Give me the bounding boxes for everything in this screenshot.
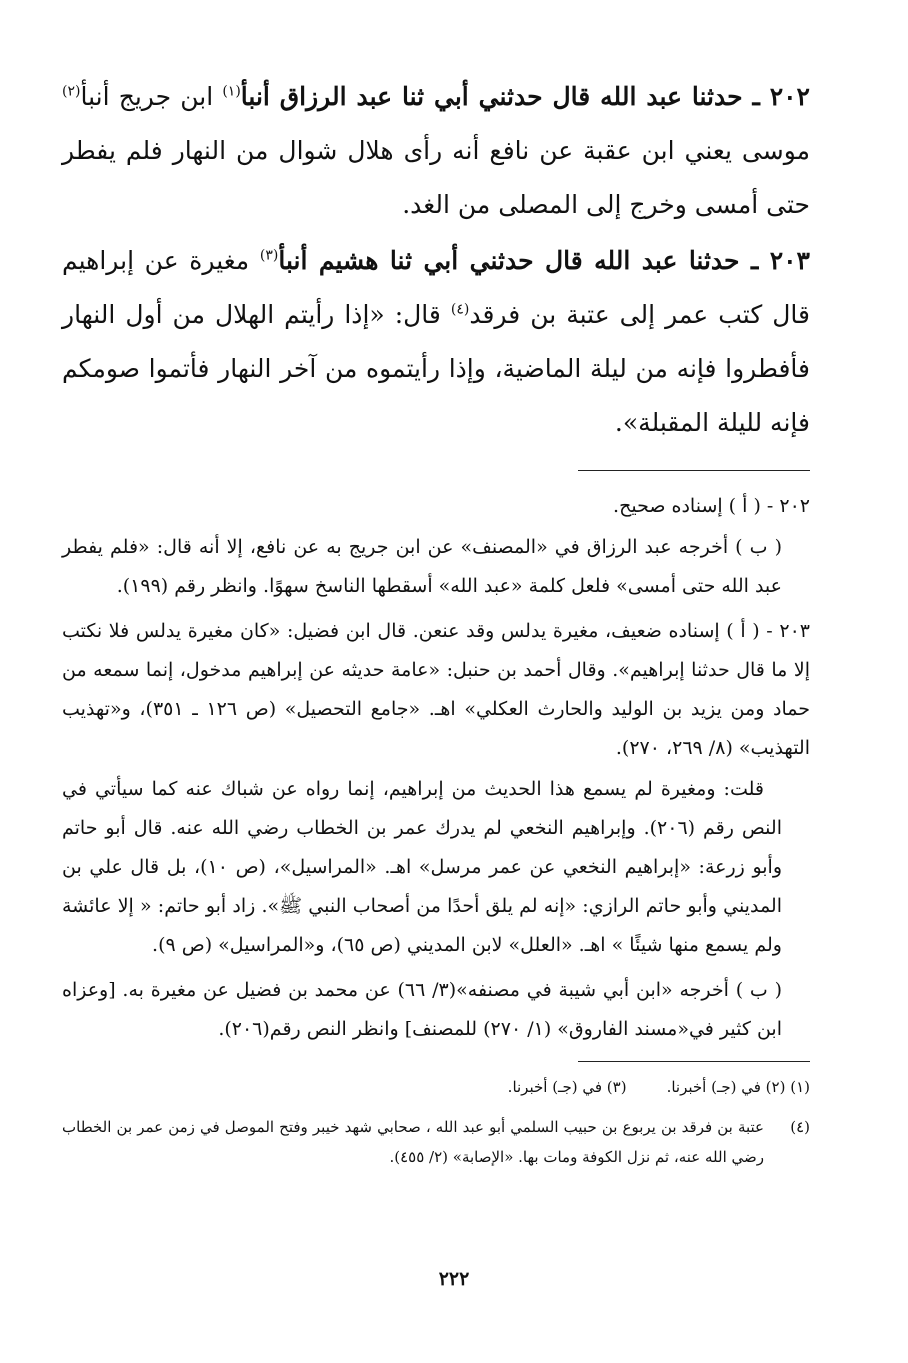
section-divider bbox=[578, 470, 810, 471]
hadith-text: ابن جريج أنبأ bbox=[80, 82, 223, 111]
commentary bbox=[62, 487, 810, 1049]
note-202-a: ٢٠٢ - ( أ ) إسناده صحيح. bbox=[613, 495, 810, 517]
page-number: ٢٢٢ bbox=[438, 1268, 470, 1290]
note-203-a: ٢٠٣ - ( أ ) إسناده ضعيف، مغيرة يدلس وقد عنعن. قال ابن فضيل: «كان مغيرة يدلس فلا نكتب إلا ما قال حدثنا إبراهيم». وقال أحمد بن حنبل: «عامة حديثه عن إبراهيم مدخول، إنما سمعه من حماد ومن يزيد بن الوليد والحارث العكلي» اهـ. «جامع التحصيل» (ص ١٢٦ ـ ٣٥١)، و«تهذيب التهذيب» (٨/ ٢٦٩، ٢٧٠). bbox=[62, 620, 810, 759]
footnote-text: (١) (٢) في (جـ) أخبرنا. bbox=[666, 1078, 810, 1096]
footnote-number: (٤) bbox=[790, 1118, 810, 1136]
footnote-text: عتبة بن فرقد بن يربوع بن حبيب السلمي أبو عبد الله ، صحابي شهد خيبر وفتح الموصل في زمن عمر بن الخطاب رضي الله عنه، ثم نزل الكوفة ومات بها. «الإصابة» (٢/ ٤٥٥). bbox=[62, 1118, 764, 1166]
hadith-203 bbox=[62, 234, 810, 450]
note-203-b: ( ب ) أخرجه «ابن أبي شيبة في مصنفه»(٣/ ٦٦) عن محمد بن فضيل عن مغيرة به. [وعزاه ابن كثير في«مسند الفاروق» (١/ ٢٧٠) للمصنف] وانظر النص رقم(٢٠٦). bbox=[62, 979, 782, 1040]
footnote-1-2 bbox=[62, 1072, 810, 1102]
hadith-text: قال: «إذا رأيتم الهلال من أول النهار فأفطروا فإنه من ليلة الماضية، وإذا رأيتموه من آخر النهار فأتموا صومكم فإنه لليلة المقبلة». bbox=[62, 300, 810, 437]
note-202-b: ( ب ) أخرجه عبد الرزاق في «المصنف» عن ابن جريج به عن نافع، إلا أنه قال: «فلم يفطر عبد الله حتى أمسى» فلعل كلمة «عبد الله» أسقطها الناسخ سهوًا. وانظر رقم (١٩٩). bbox=[62, 536, 782, 597]
footnote-ref: (٣) bbox=[259, 247, 279, 264]
hadith-202 bbox=[62, 70, 810, 232]
hadith-text: حدثنا عبد الله قال حدثني أبي ثنا عبد الرزاق أنبأ bbox=[240, 82, 753, 111]
footnote-ref: (٤) bbox=[450, 301, 470, 318]
footnotes bbox=[62, 1072, 810, 1172]
footnote-4 bbox=[62, 1112, 810, 1172]
hadith-number: ٢٠٣ ـ bbox=[750, 246, 810, 275]
footnote-ref: (٢) bbox=[62, 83, 81, 100]
hadith-text: حدثنا عبد الله قال حدثني أبي ثنا هشيم أنبأ bbox=[278, 246, 751, 275]
hadith-number: ٢٠٢ ـ bbox=[752, 82, 810, 111]
hadith-text: مغيرة عن إبراهيم قال كتب عمر إلى عتبة بن فرقد bbox=[62, 246, 810, 329]
hadith-text: موسى يعني ابن عقبة عن نافع أنه رأى هلال شوال من النهار فلم يفطر حتى أمسى وخرج إلى المصلى من الغد. bbox=[62, 136, 810, 219]
note-203-qult: قلت: ومغيرة لم يسمع هذا الحديث من إبراهيم، إنما رواه عن شباك عنه كما سيأتي في النص رقم (٢٠٦). وإبراهيم النخعي لم يدرك عمر بن الخطاب رضي الله عنه. قال أبو حاتم وأبو زرعة: «إبراهيم النخعي عن عمر مرسل» اهـ. «المراسيل»، (ص ١٠)، بل قال علي بن المديني وأبو حاتم الرازي: «إنه لم يلق أحدًا من أصحاب النبي ﷺ». زاد أبو حاتم: « إلا عائشة ولم يسمع منها شيئًا » اهـ. «العلل» لابن المديني (ص ٦٥)، و«المراسيل» (ص ٩). bbox=[62, 778, 783, 956]
footnote-text: (٣) في (جـ) أخبرنا. bbox=[507, 1078, 627, 1096]
page-body bbox=[62, 70, 810, 1172]
footnote-divider bbox=[578, 1061, 810, 1062]
footnote-ref: (١) bbox=[222, 83, 241, 100]
